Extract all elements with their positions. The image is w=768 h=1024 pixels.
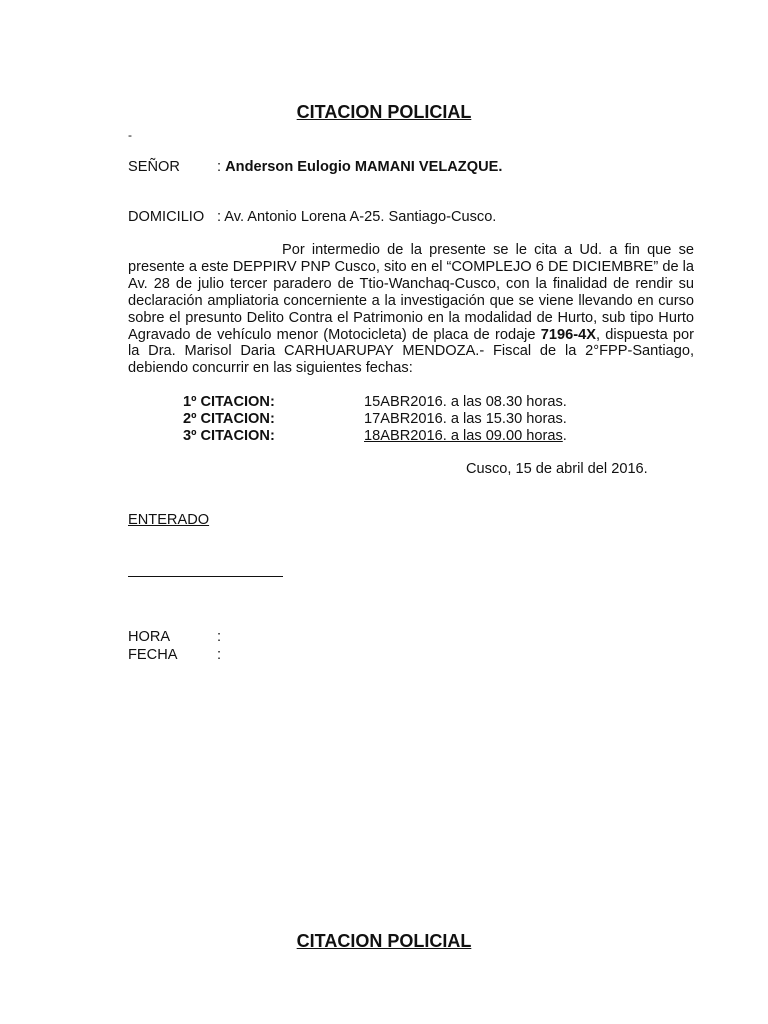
body-text-after-plate: , dispuesta por la Dra. Marisol Daria CARHUARUPAY MENDOZA.- Fiscal de la 2°FPP-Santiago, debiendo concurrir en las siguientes fechas: bbox=[128, 326, 694, 377]
citation-2-value: 17ABR2016. a las 15.30 horas. bbox=[364, 411, 567, 427]
recipient-separator: : bbox=[217, 159, 222, 175]
date-separator: : bbox=[217, 647, 222, 663]
citation-3-suffix: . bbox=[562, 428, 567, 444]
citation-3-value: 18ABR2016. a las 09.00 horas bbox=[364, 428, 563, 444]
citation-body-paragraph bbox=[128, 242, 694, 377]
document-title: CITACION POLICIAL bbox=[296, 102, 472, 122]
address-value: : Av. Antonio Lorena A-25. Santiago-Cusco. bbox=[217, 209, 497, 225]
acknowledged-label: ENTERADO bbox=[128, 512, 210, 528]
signature-line bbox=[128, 576, 283, 577]
license-plate: 7196-4X bbox=[540, 326, 596, 343]
citation-3-label: 3º CITACION: bbox=[183, 428, 275, 444]
recipient-name: Anderson Eulogio MAMANI VELAZQUE. bbox=[225, 159, 503, 175]
next-page-title: CITACION POLICIAL bbox=[296, 931, 472, 951]
citation-2-label: 2º CITACION: bbox=[183, 411, 275, 427]
date-label: FECHA bbox=[128, 647, 178, 663]
address-label: DOMICILIO bbox=[128, 209, 205, 225]
hour-separator: : bbox=[217, 629, 222, 645]
place-and-date: Cusco, 15 de abril del 2016. bbox=[466, 461, 648, 477]
body-text-before-plate: Por intermedio de la presente se le cita a Ud. a fin que se presente a este DEPPIRV PNP Cusco, sito en el “COMPLEJO 6 DE DICIEMBRE” de la Av. 28 de julio tercer paradero de Ttio-Wanchaq-Cusco, con la finalidad de rendir su declaración ampliatoria concerniente a la investigación que se viene llevando en curso sobre el presunto Delito Contra el Patrimonio en la modalidad de Hurto, sub tipo Hurto Agravado de vehículo menor (Motocicleta) de placa de rodaje bbox=[128, 242, 694, 343]
recipient-label: SEÑOR bbox=[128, 159, 180, 175]
citation-1-label: 1º CITACION: bbox=[183, 394, 275, 410]
hour-label: HORA bbox=[128, 629, 171, 645]
title-dash: - bbox=[128, 128, 132, 142]
recipient-row bbox=[217, 159, 502, 175]
citation-1-value: 15ABR2016. a las 08.30 horas. bbox=[364, 394, 567, 410]
citation-3-row bbox=[364, 428, 567, 444]
